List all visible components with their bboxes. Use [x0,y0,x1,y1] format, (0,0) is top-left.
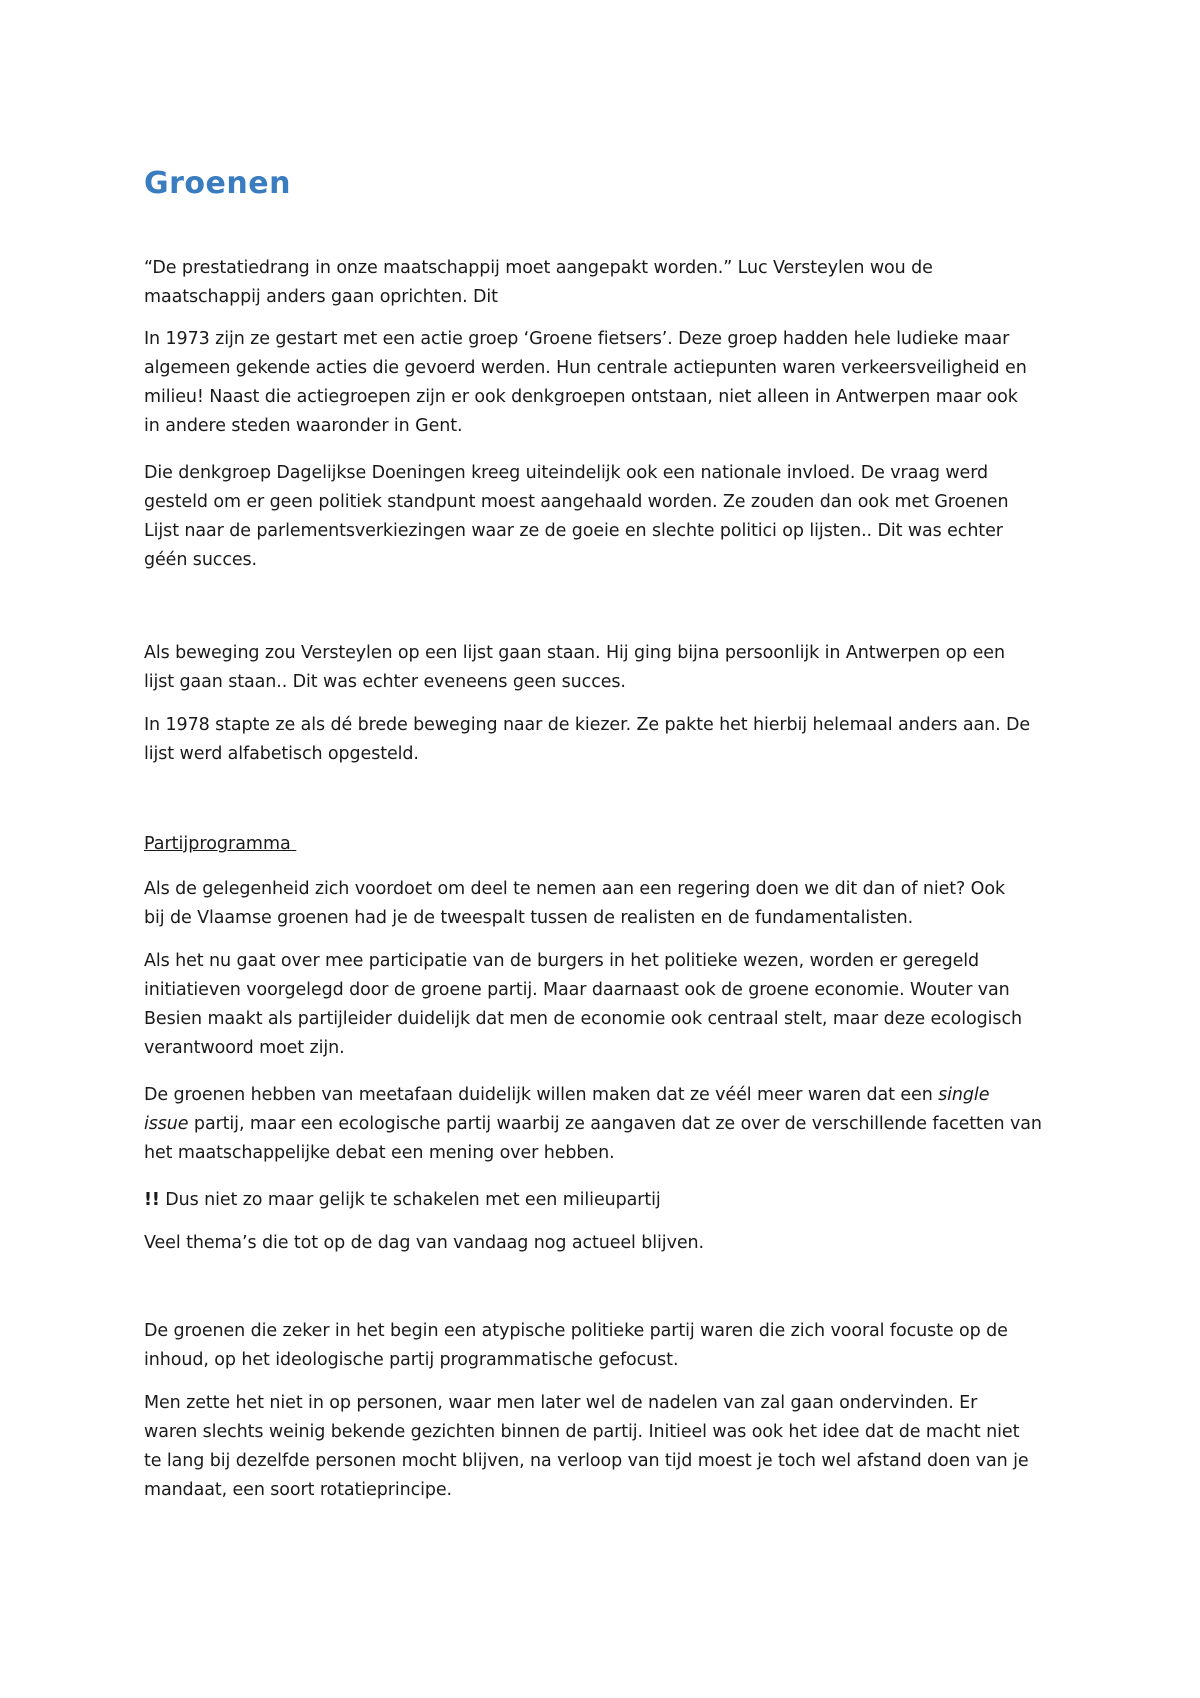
text-line: géén succes. [144,550,257,570]
text-line: In 1978 stapte ze als dé brede beweging naar de kiezer. Ze pakte het hierbij helemaal anders aan. De [144,715,1031,735]
text-line: milieu! Naast die actiegroepen zijn er ook denkgroepen ontstaan, niet alleen in Antwerpen maar ook [144,387,1018,407]
text-fragment: Dus niet zo maar gelijk te schakelen met een milieupartij [159,1190,661,1210]
text-line: Lijst naar de parlementsverkiezingen waar ze de goeie en slechte politici op lijsten.. Dit was echter [144,521,1003,541]
text-line: Als de gelegenheid zich voordoet om deel te nemen aan een regering doen we dit dan of niet? Ook [144,879,1005,899]
section-heading-partijprogramma: Partijprogramma [144,834,297,854]
paragraph-themas [144,1229,1074,1258]
text-line: gesteld om er geen politiek standpunt moest aangehaald worden. Ze zouden dan ook met Groenen [144,492,1009,512]
paragraph-single-issue [144,1081,1074,1168]
text-line: Veel thema’s die tot op de dag van vandaag nog actueel blijven. [144,1233,704,1253]
text-line: lijst gaan staan.. Dit was echter eveneens geen succes. [144,672,626,692]
text-line: in andere steden waaronder in Gent. [144,416,463,436]
paragraph-atypisch [144,1317,1074,1375]
paragraph-denkgroep [144,459,1074,575]
bold-text: !! [144,1190,160,1210]
italic-text: single [938,1085,990,1105]
text-line: maatschappij anders gaan oprichten. Dit [144,287,498,307]
paragraph-beweging [144,639,1074,697]
text-fragment: partij, maar een ecologische partij waarbij ze aangaven dat ze over de verschillende facetten van [188,1114,1042,1134]
text-line: initiatieven voorgelegd door de groene partij. Maar daarnaast ook de groene economie. Wouter van [144,980,1010,1000]
document-title: Groenen [144,166,291,201]
paragraph-participatie [144,947,1074,1063]
italic-text: issue [144,1114,189,1134]
text-line [144,1081,1074,1110]
text-line: De groenen die zeker in het begin een atypische politieke partij waren die zich vooral focuste op de [144,1321,1008,1341]
paragraph-1978 [144,711,1074,769]
text-line: Men zette het niet in op personen, waar men later wel de nadelen van zal gaan ondervinden. Er [144,1393,978,1413]
paragraph-regering [144,875,1074,933]
text-line: mandaat, een soort rotatieprincipe. [144,1480,453,1500]
text-line: Als het nu gaat over mee participatie van de burgers in het politieke wezen, worden er geregeld [144,951,980,971]
paragraph-1973 [144,325,1074,441]
text-line [144,1186,1074,1215]
text-line: Als beweging zou Versteylen op een lijst gaan staan. Hij ging bijna persoonlijk in Antwerpen op een [144,643,1005,663]
text-line: Die denkgroep Dagelijkse Doeningen kreeg uiteindelijk ook een nationale invloed. De vraag werd [144,463,989,483]
text-line: bij de Vlaamse groenen had je de tweespalt tussen de realisten en de fundamentalisten. [144,908,914,928]
text-line: In 1973 zijn ze gestart met een actie groep ‘Groene fietsers’. Deze groep hadden hele ludieke maar [144,329,1010,349]
text-line: lijst werd alfabetisch opgesteld. [144,744,419,764]
text-line: “De prestatiedrang in onze maatschappij moet aangepakt worden.” Luc Versteylen wou de [144,258,933,278]
text-line: het maatschappelijke debat een mening over hebben. [144,1143,615,1163]
text-line: Besien maakt als partijleider duidelijk dat men de economie ook centraal stelt, maar deze ecologisch [144,1009,1022,1029]
paragraph-intro [144,254,1074,312]
text-line [144,1110,1074,1139]
paragraph-personen [144,1389,1074,1505]
text-line: inhoud, op het ideologische partij programmatische gefocust. [144,1350,679,1370]
text-fragment: De groenen hebben van meetafaan duidelijk willen maken dat ze véél meer waren dat een [144,1085,939,1105]
paragraph-milieupartij [144,1186,1074,1215]
text-line: waren slechts weinig bekende gezichten binnen de partij. Initieel was ook het idee dat de macht niet [144,1422,1020,1442]
text-line: te lang bij dezelfde personen mocht blijven, na verloop van tijd moest je toch wel afstand doen van je [144,1451,1029,1471]
text-line: algemeen gekende acties die gevoerd werden. Hun centrale actiepunten waren verkeersveiligheid en [144,358,1027,378]
text-line: verantwoord moet zijn. [144,1038,345,1058]
